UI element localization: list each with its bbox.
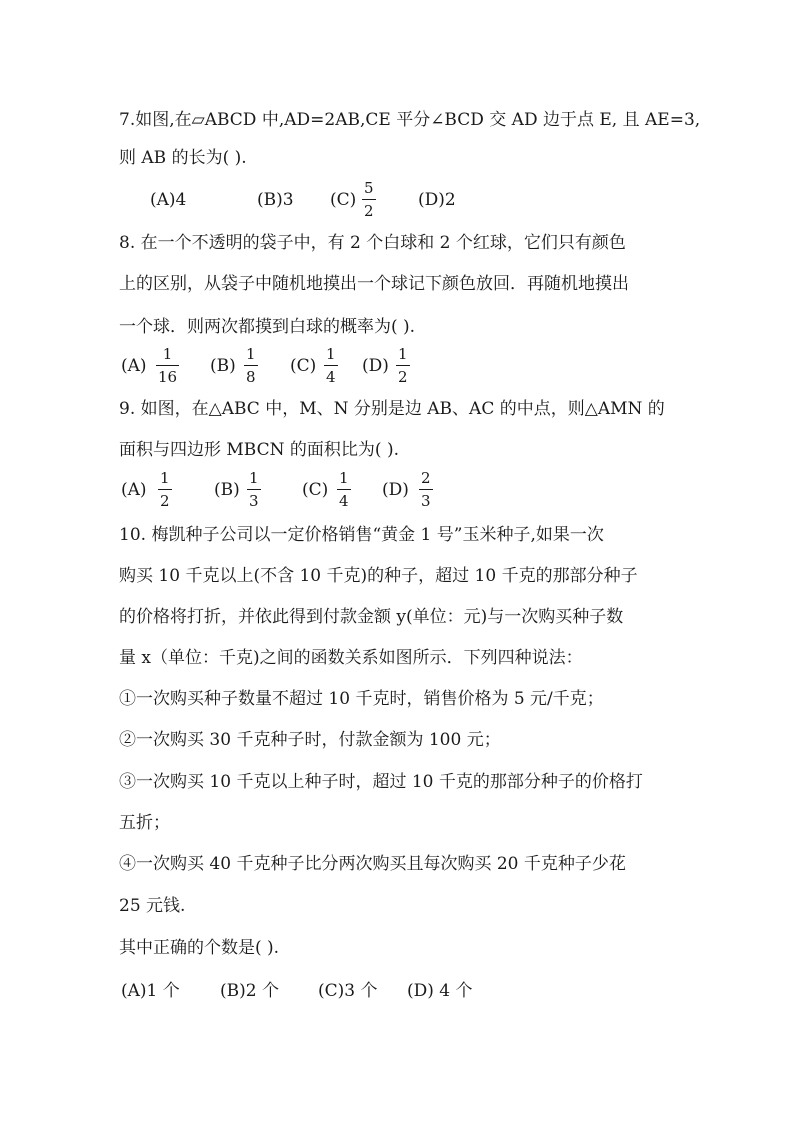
q8-option-d: (D)	[362, 356, 389, 376]
q7-option-c: (C)	[330, 190, 357, 210]
fraction-denominator: 8	[246, 368, 256, 386]
q7-option-c-fraction	[362, 180, 376, 219]
q8-option-a-fraction	[156, 346, 179, 385]
q10-statement-3b: 五折；	[119, 813, 170, 833]
fraction-denominator: 4	[326, 368, 336, 386]
q10-line-1: 10. 梅凯种子公司以一定价格销售“黄金 1 号”玉米种子,如果一次	[119, 525, 604, 545]
q7-line-2: 则 AB 的长为( ).	[119, 148, 247, 168]
q9-option-b-fraction	[247, 470, 261, 509]
fraction-numerator: 1	[326, 345, 336, 363]
q7-option-d: (D)2	[418, 190, 456, 210]
q8-option-c-fraction	[324, 346, 338, 385]
q10-option-d: (D) 4 个	[407, 981, 473, 1001]
q7-option-a: (A)4	[150, 190, 187, 210]
q10-statement-4a: ④一次购买 40 千克种子比分两次购买且每次购买 20 千克种子少花	[119, 854, 626, 874]
q10-question: 其中正确的个数是( ).	[119, 938, 280, 958]
q7-line-1: 7.如图,在▱ABCD 中,AD=2AB,CE 平分∠BCD 交 AD 边于点 E, 且 AE=3,	[119, 110, 701, 130]
fraction-denominator: 16	[158, 368, 178, 386]
q10-option-c: (C)3 个	[318, 981, 378, 1001]
fraction-numerator: 1	[160, 469, 170, 487]
fraction-denominator: 2	[364, 202, 374, 220]
q9-option-c: (C)	[302, 480, 329, 500]
q9-option-d: (D)	[382, 480, 409, 500]
fraction-bar	[337, 489, 351, 490]
fraction-denominator: 4	[339, 492, 349, 510]
q10-statement-2: ②一次购买 30 千克种子时，付款金额为 100 元；	[119, 730, 501, 750]
fraction-numerator: 5	[364, 179, 374, 197]
fraction-bar	[419, 489, 433, 490]
fraction-bar	[244, 365, 258, 366]
fraction-numerator: 1	[246, 345, 256, 363]
fraction-bar	[247, 489, 261, 490]
q9-line-1: 9. 如图，在△ABC 中，M、N 分别是边 AB、AC 的中点，则△AMN 的	[119, 399, 665, 419]
fraction-denominator: 3	[249, 492, 259, 510]
q10-line-4: 量 x（单位：千克)之间的函数关系如图所示．下列四种说法：	[119, 648, 583, 668]
q8-line-2: 上的区别，从袋子中随机地摸出一个球记下颜色放回．再随机地摸出	[119, 274, 629, 294]
fraction-numerator: 1	[162, 345, 173, 363]
q8-option-c: (C)	[290, 356, 317, 376]
q7-option-b: (B)3	[257, 190, 294, 210]
q10-statement-3a: ③一次购买 10 千克以上种子时，超过 10 千克的那部分种子的价格打	[119, 772, 643, 792]
q8-option-d-fraction	[396, 346, 410, 385]
fraction-numerator: 1	[249, 469, 259, 487]
fraction-bar	[362, 199, 376, 200]
q9-option-d-fraction	[419, 470, 433, 509]
q10-option-b: (B)2 个	[220, 981, 279, 1001]
q8-line-1: 8. 在一个不透明的袋子中，有 2 个白球和 2 个红球，它们只有颜色	[119, 233, 626, 253]
fraction-numerator: 2	[421, 469, 431, 487]
q9-line-2: 面积与四边形 MBCN 的面积比为( ).	[119, 440, 399, 460]
q10-option-a: (A)1 个	[121, 981, 180, 1001]
fraction-denominator: 2	[398, 368, 408, 386]
q8-option-b: (B)	[210, 356, 236, 376]
q9-option-c-fraction	[337, 470, 351, 509]
fraction-bar	[324, 365, 338, 366]
q8-option-b-fraction	[244, 346, 258, 385]
q9-option-a-fraction	[158, 470, 172, 509]
q8-line-3: 一个球．则两次都摸到白球的概率为( ).	[119, 317, 416, 337]
q10-line-3: 的价格将打折，并依此得到付款金额 y(单位：元)与一次购买种子数	[119, 607, 624, 627]
q9-option-a: (A)	[121, 480, 147, 500]
fraction-bar	[156, 365, 179, 366]
fraction-numerator: 1	[339, 469, 349, 487]
q9-option-b: (B)	[214, 480, 240, 500]
q8-option-a: (A)	[121, 356, 147, 376]
q10-statement-1: ①一次购买种子数量不超过 10 千克时，销售价格为 5 元/千克；	[119, 689, 604, 709]
fraction-denominator: 2	[160, 492, 170, 510]
fraction-numerator: 1	[398, 345, 408, 363]
q10-statement-4b: 25 元钱.	[119, 896, 186, 916]
fraction-bar	[396, 365, 410, 366]
q10-line-2: 购买 10 千克以上(不含 10 千克)的种子，超过 10 千克的那部分种子	[119, 566, 638, 586]
fraction-denominator: 3	[421, 492, 431, 510]
fraction-bar	[158, 489, 172, 490]
